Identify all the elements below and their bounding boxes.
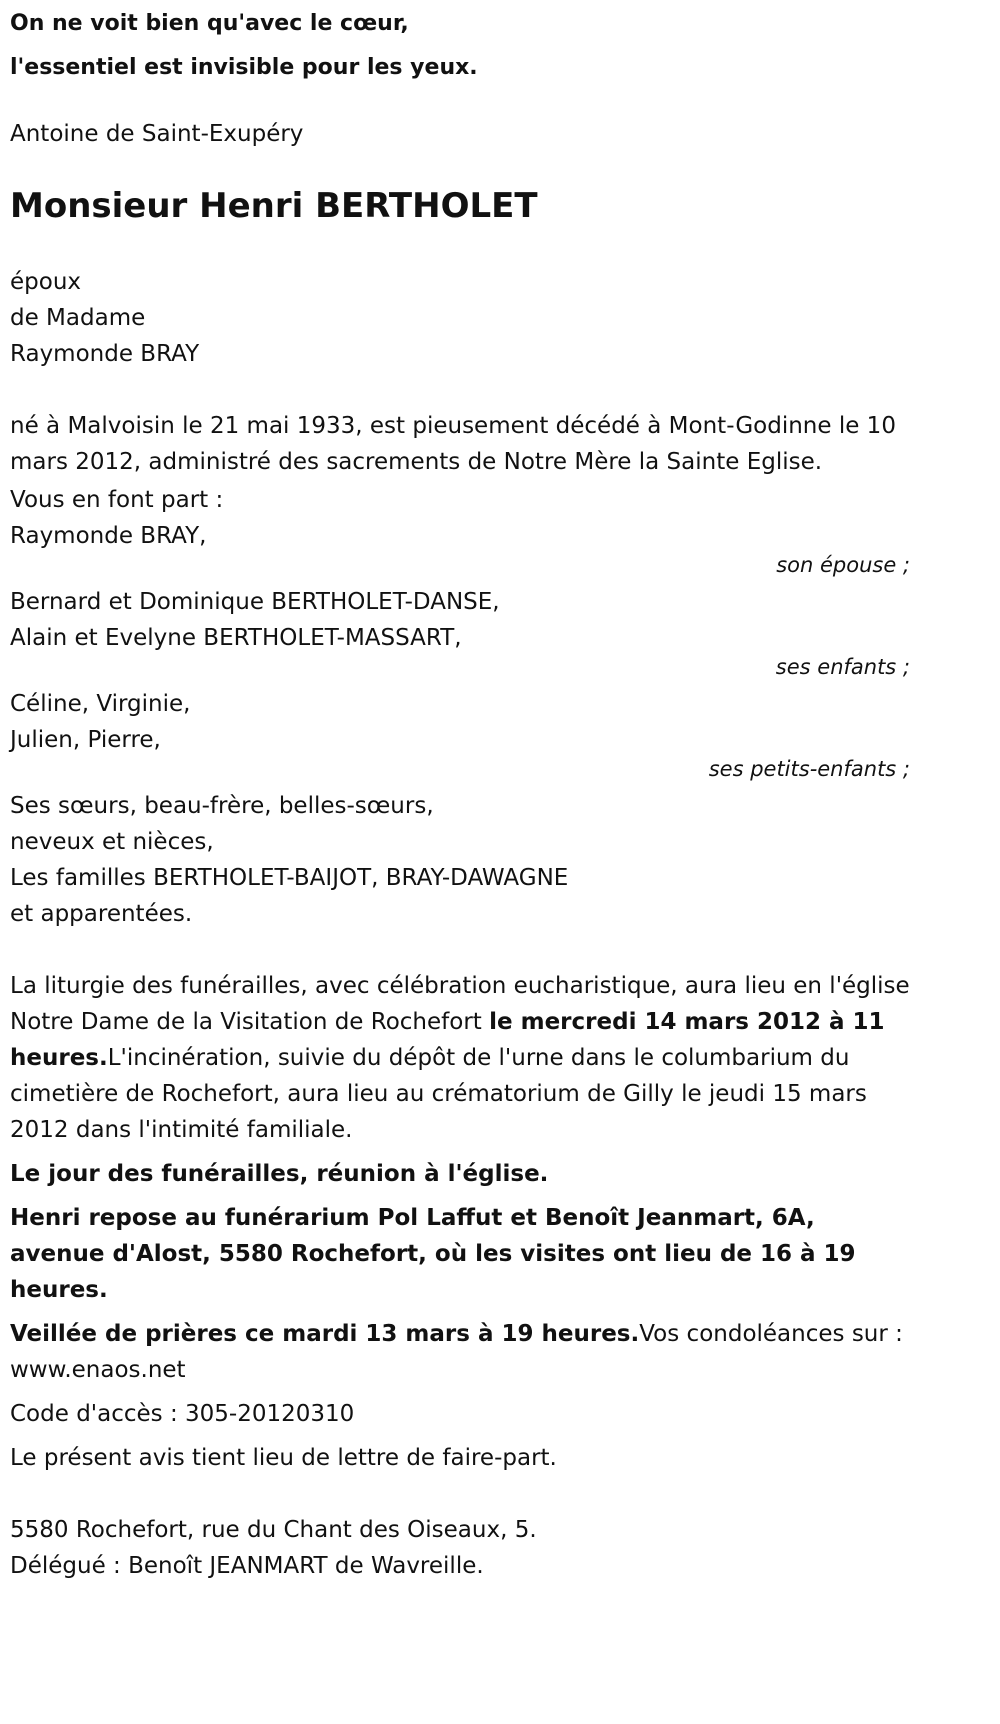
announcer-group-spouse [10, 518, 910, 554]
announcer-other-line: Les familles BERTHOLET-BAIJOT, BRAY-DAWAGNE [10, 865, 569, 891]
quote [10, 2, 910, 90]
announcers-intro: Vous en font part : [10, 487, 224, 513]
announcer-role-children: ses enfants ; [775, 655, 910, 679]
notice-text: Le présent avis tient lieu de lettre de faire-part. [10, 1445, 557, 1471]
delegate: Délégué : Benoît JEANMART de Wavreille. [10, 1553, 484, 1579]
spouse-line-3: Raymonde BRAY [10, 341, 200, 367]
access-code: Code d'accès : 305-20120310 [10, 1401, 355, 1427]
announcer-other-line: et apparentées. [10, 901, 193, 927]
announcer-other-line: Ses sœurs, beau-frère, belles-sœurs, [10, 793, 434, 819]
deceased-name: Monsieur Henri BERTHOLET [10, 186, 538, 226]
announcer-role-spouse: son épouse ; [776, 553, 910, 577]
spouse-line-2: de Madame [10, 305, 146, 331]
vigil-info [10, 1316, 910, 1388]
quote-line-2: l'essentiel est invisible pour les yeux. [10, 55, 478, 80]
announcer-name: Alain et Evelyne BERTHOLET-MASSART, [10, 625, 462, 651]
spouse-info [10, 264, 910, 372]
announcer-name: Bernard et Dominique BERTHOLET-DANSE, [10, 589, 500, 615]
meeting-info: Le jour des funérailles, réunion à l'église. [10, 1161, 549, 1187]
announcer-name: Raymonde BRAY, [10, 523, 207, 549]
announcer-others [10, 788, 910, 932]
biography: né à Malvoisin le 21 mai 1933, est pieusement décédé à Mont-Godinne le 10 mars 2012, administré des sacrements de Notre Mère la Sainte Eglise. [10, 413, 896, 475]
quote-line-1: On ne voit bien qu'avec le cœur, [10, 11, 409, 36]
spouse-line-1: époux [10, 269, 82, 295]
announcer-name: Julien, Pierre, [10, 727, 161, 753]
obituary-notice [10, 0, 910, 1584]
vigil-bold: Veillée de prières ce mardi 13 mars à 19 heures. [10, 1321, 640, 1347]
funeral-details [10, 968, 910, 1148]
announcer-role-grandchildren: ses petits-enfants ; [708, 757, 910, 781]
announcer-other-line: neveux et nièces, [10, 829, 214, 855]
announcer-group-children [10, 584, 910, 656]
announcer-group-grandchildren [10, 686, 910, 758]
announcer-name: Céline, Virginie, [10, 691, 191, 717]
funeral-text-2: L'incinération, suivie du dépôt de l'urne dans le columbarium du cimetière de Rochefort, aura lieu au crématorium de Gilly le jeudi 15 mars 2012 dans l'intimité familiale. [10, 1045, 867, 1143]
quote-author: Antoine de Saint-Exupéry [10, 121, 304, 147]
funeral-date: le mercredi 14 mars 2012 à 11 heures. [10, 1009, 885, 1071]
repose-info: Henri repose au funérarium Pol Laffut et Benoît Jeanmart, 6A, avenue d'Alost, 5580 Rochefort, où les visites ont lieu de 16 à 19 heures. [10, 1205, 856, 1303]
condolences-text: Vos condoléances sur : www.enaos.net [10, 1321, 903, 1383]
funeral-text-1: La liturgie des funérailles, avec célébration eucharistique, aura lieu en l'église Notre Dame de la Visitation de Rochefort [10, 973, 910, 1035]
address: 5580 Rochefort, rue du Chant des Oiseaux, 5. [10, 1517, 537, 1543]
